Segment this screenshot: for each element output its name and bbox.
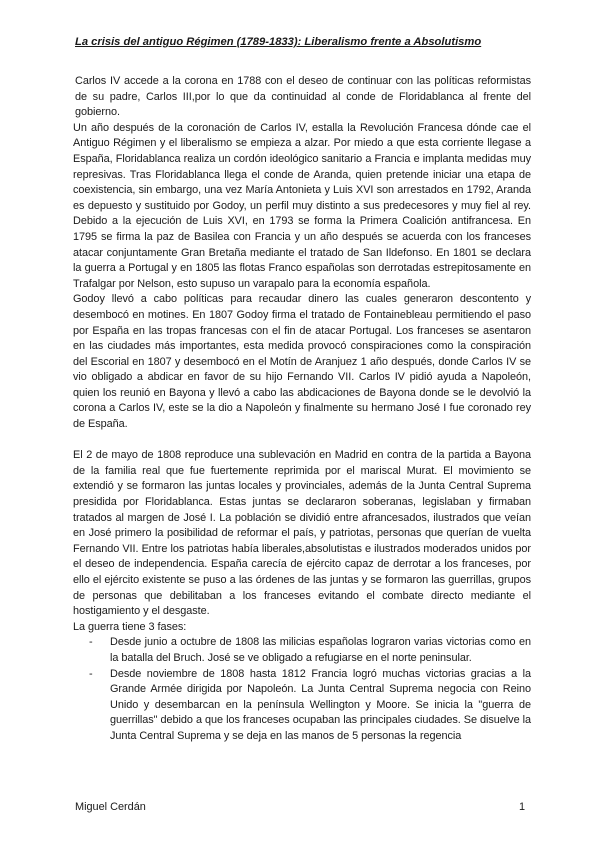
list-item <box>73 667 531 745</box>
list-item <box>73 635 531 666</box>
paragraph-gap <box>73 433 531 449</box>
paragraph: La guerra tiene 3 fases: <box>73 620 187 633</box>
list-bullet: - <box>89 636 93 649</box>
phases-list <box>73 635 531 744</box>
footer-author: Miguel Cerdán <box>75 801 146 813</box>
paragraph: Carlos IV accede a la corona en 1788 con el deseo de continuar con las políticas reformistas de su padre, Carlos III,por lo que da continuidad al conde de Floridablanca al frente del gobierno. <box>75 75 531 119</box>
list-item-text: Desde noviembre de 1808 hasta 1812 Francia logró muchas victorias gracias a la Grande Armée dirigida por Napoleón. La Junta Central Suprema negocia con Reino Unido y desembarcan en la península Wellington y Moore. Se inicia la "guerra de guerrillas" debido a que los franceses ocupaban las principales ciudades. Se disuelve la Junta Central Suprema y se deja en las manos de 5 personas la regencia <box>110 667 531 742</box>
paragraph: Godoy llevó a cabo políticas para recaudar dinero las cuales generaron descontento y desembocó en motines. En 1807 Godoy firma el tratado de Fontainebleau permitiendo el paso por España en las tropas francesas con el fin de atacar Portugal. Los franceses se asentaron en las ciudades más importantes, esta medida provocó conspiraciones como la conspiración del Escorial en 1807 y desembocó en el Motín de Aranjuez 1 año después, donde Carlos IV se vio obligado a abdicar en favor de su hijo Fernando VII. Carlos IV pidió ayuda a Napoleón, quien los reunió en Bayona y llevó a cabo las abdicaciones de Bayona donde se le devolvió la corona a Carlos IV, este se la dio a Napoleón y finalmente su hermano José I fue coronado rey de España. <box>73 293 531 431</box>
document-body <box>73 74 531 745</box>
page-number: 1 <box>519 801 526 813</box>
paragraph: El 2 de mayo de 1808 reproduce una sublevación en Madrid en contra de la partida a Bayona de la familia real que fue fuertemente reprimida por el mariscal Murat. El movimiento se extendió y se formaron las juntas locales y provinciales, además de la Junta Central Suprema presidida por Floridablanca. Estas juntas se declararon soberanas, legislaban y firmaban tratados al margen de José I. La población se dividió entre afrancesados, ilustrados que veían en José primero la posibilidad de reformar el país, y patriotas, personas que querían de vuelta Fernando VII. Entre los patriotas había liberales,absolutistas e ilustrados moderados unidos por el deseo de independencia. España carecía de ejército capaz de derrotar a los franceses, por ello el ejército existente se puso a las órdenes de las juntas y se formaron las guerrillas, grupos de personas que debilitaban a los franceses evitando el combate directo mediante el hostigamiento y el desgaste. <box>73 449 531 618</box>
list-item-text: Desde junio a octubre de 1808 las milicias españolas lograron varias victorias como en la batalla del Bruch. José se ve obligado a refugiarse en el norte peninsular. <box>110 636 531 664</box>
list-bullet: - <box>89 667 93 680</box>
document-title: La crisis del antiguo Régimen (1789-1833): Liberalismo frente a Absolutismo <box>75 36 482 48</box>
paragraph: Un año después de la coronación de Carlos IV, estalla la Revolución Francesa dónde cae el Antiguo Régimen y el liberalismo se empieza a alzar. Por miedo a que esta corriente llegase a España, Floridablanca realiza un cordón ideológico sanitario a Francia e implanta medidas muy represivas. Tras Floridablanca llega el conde de Aranda, quien pretende iniciar una etapa de coexistencia, sin embargo, una vez María Antonieta y Luis XVI son arrestados en 1792, Aranda es depuesto y sustituido por Godoy, un perfil muy distinto a sus predecesores y muy fiel al rey. Debido a la ejecución de Luis XVI, en 1793 se forma la Primera Coalición antifrancesa. En 1795 se firma la paz de Basilea con Francia y un año después se acuerda con los franceses atacar conjuntamente Gran Bretaña mediante el tratado de San Ildefonso. En 1801 se declara la guerra a Portugal y en 1805 las flotas Franco españolas son derrotadas estrepitosamente en Trafalgar por Nelson, esto supuso un varapalo para la economía española. <box>73 121 531 290</box>
